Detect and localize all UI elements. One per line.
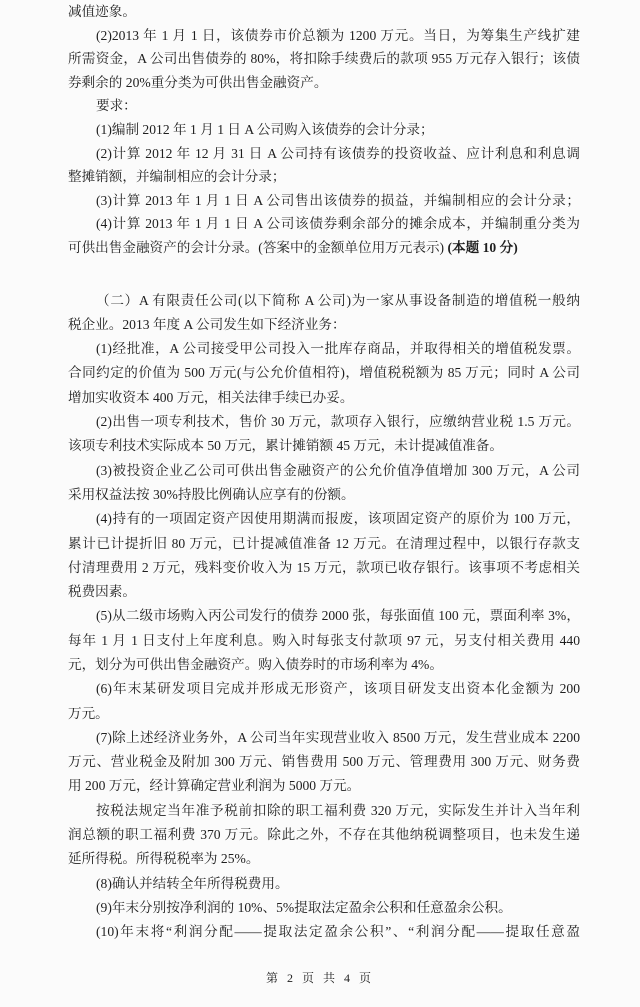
text-line: (8)确认并结转全年所得税费用。 [96, 875, 289, 891]
text-line: 付清理费用 2 万元，残料变价收入为 15 万元，款项已收存银行。该事项不考虑相关 [68, 559, 580, 575]
text-line: 所需资金，A 公司出售债券的 80%，将扣除手续费后的款项 955 万元存入银行；该债 [68, 51, 580, 67]
text-line: 采用权益法按 30%持股比例确认应享有的份额。 [68, 486, 355, 502]
text-line: (6)年末某研发项目完成并形成无形资产，该项目研发支出资本化金额为 200 [96, 681, 580, 697]
text-line: (10)年末将“利润分配——提取法定盈余公积”、“利润分配——提取任意盈 [96, 924, 580, 940]
page-number: 第 2 页 共 4 页 [265, 970, 374, 985]
requirements-heading: 要求： [96, 98, 137, 114]
question-part-2 [68, 289, 580, 945]
text-line: 万元。 [68, 705, 109, 721]
text-line: (9)年末分别按净利润的 10%、5%提取法定盈余公积和任意盈余公积。 [96, 899, 512, 915]
requirement-item: (4)计算 2013 年 1 月 1 日 A 公司该债券剩余部分的摊余成本，并编制重分类为 [96, 216, 580, 232]
text-line: (1)经批准，A 公司接受甲公司投入一批库存商品，并取得相关的增值税发票。 [96, 341, 580, 357]
text-line: 润总额的职工福利费 370 万元。除此之外，不存在其他纳税调整项目，也未发生递 [68, 827, 580, 843]
text-line: 整摊销额，并编制相应的会计分录； [68, 169, 286, 185]
text-line: 延所得税。所得税税率为 25%。 [68, 851, 260, 867]
text-line: 减值迹象。 [68, 4, 136, 19]
text-line: 该项专利技术实际成本 50 万元，累计摊销额 45 万元，未计提减值准备。 [68, 438, 503, 454]
text-line: (4)持有的一项固定资产因使用期满而报废，该项固定资产的原价为 100 万元， [96, 511, 580, 527]
text-line-content: 可供出售金融资产的会计分录。(答案中的金额单位用万元表示) [68, 239, 445, 255]
text-line: (2)出售一项专利技术，售价 30 万元，款项存入银行，应缴纳营业税 1.5 万元。 [96, 414, 580, 430]
requirement-item: (1)编制 2012 年 1 月 1 日 A 公司购入该债券的会计分录； [96, 121, 434, 137]
text-line [68, 236, 580, 260]
text-line: (3)被投资企业乙公司可供出售金融资产的公允价值净值增加 300 万元，A 公司 [96, 462, 580, 478]
text-line: 税企业。2013 年度 A 公司发生如下经济业务： [68, 316, 346, 332]
requirement-item: (3)计算 2013 年 1 月 1 日 A 公司售出该债券的损益，并编制相应的会计分录； [96, 192, 580, 208]
text-line: 按税法规定当年准予税前扣除的职工福利费 320 万元，实际发生并计入当年利 [96, 802, 580, 818]
question-part-1 [68, 0, 580, 260]
text-line: 累计已计提折旧 80 万元，已计提减值准备 12 万元。在清理过程中，以银行存款支 [68, 535, 580, 551]
text-line: (5)从二级市场购入丙公司发行的债券 2000 张，每张面值 100 元，票面利率 3%， [96, 608, 580, 624]
score-note: (本题 10 分) [447, 239, 518, 255]
text-line: 万元、营业税金及附加 300 万元、销售费用 500 万元、管理费用 300 万元、财务费 [68, 754, 580, 770]
text-line: 合同约定的价值为 500 万元(与公允价值相符)，增值税税额为 85 万元；同时 A 公司 [68, 365, 580, 381]
text-line: 每年 1 月 1 日支付上年度利息。购入时每张支付款项 97 元，另支付相关费用 440 [68, 632, 580, 648]
text-line: (7)除上述经济业务外，A 公司当年实现营业收入 8500 万元，发生营业成本 2200 [96, 729, 580, 745]
requirement-item: (2)计算 2012 年 12 月 31 日 A 公司持有该债券的投资收益、应计利息和利息调 [96, 145, 580, 161]
text-line: (2)2013 年 1 月 1 日，该债券市价总额为 1200 万元。当日，为筹集生产线扩建 [96, 27, 580, 43]
text-line: 元，划分为可供出售金融资产。购入债券时的市场利率为 4%。 [68, 656, 443, 672]
text-line: 券剩余的 20%重分类为可供出售金融资产。 [68, 74, 328, 90]
text-line: 税费因素。 [68, 584, 136, 600]
text-line: （二）A 有限责任公司(以下简称 A 公司)为一家从事设备制造的增值税一般纳 [96, 292, 580, 308]
text-line: 用 200 万元，经计算确定营业利润为 5000 万元。 [68, 778, 361, 794]
text-line: 增加实收资本 400 万元，相关法律手续已办妥。 [68, 389, 354, 405]
